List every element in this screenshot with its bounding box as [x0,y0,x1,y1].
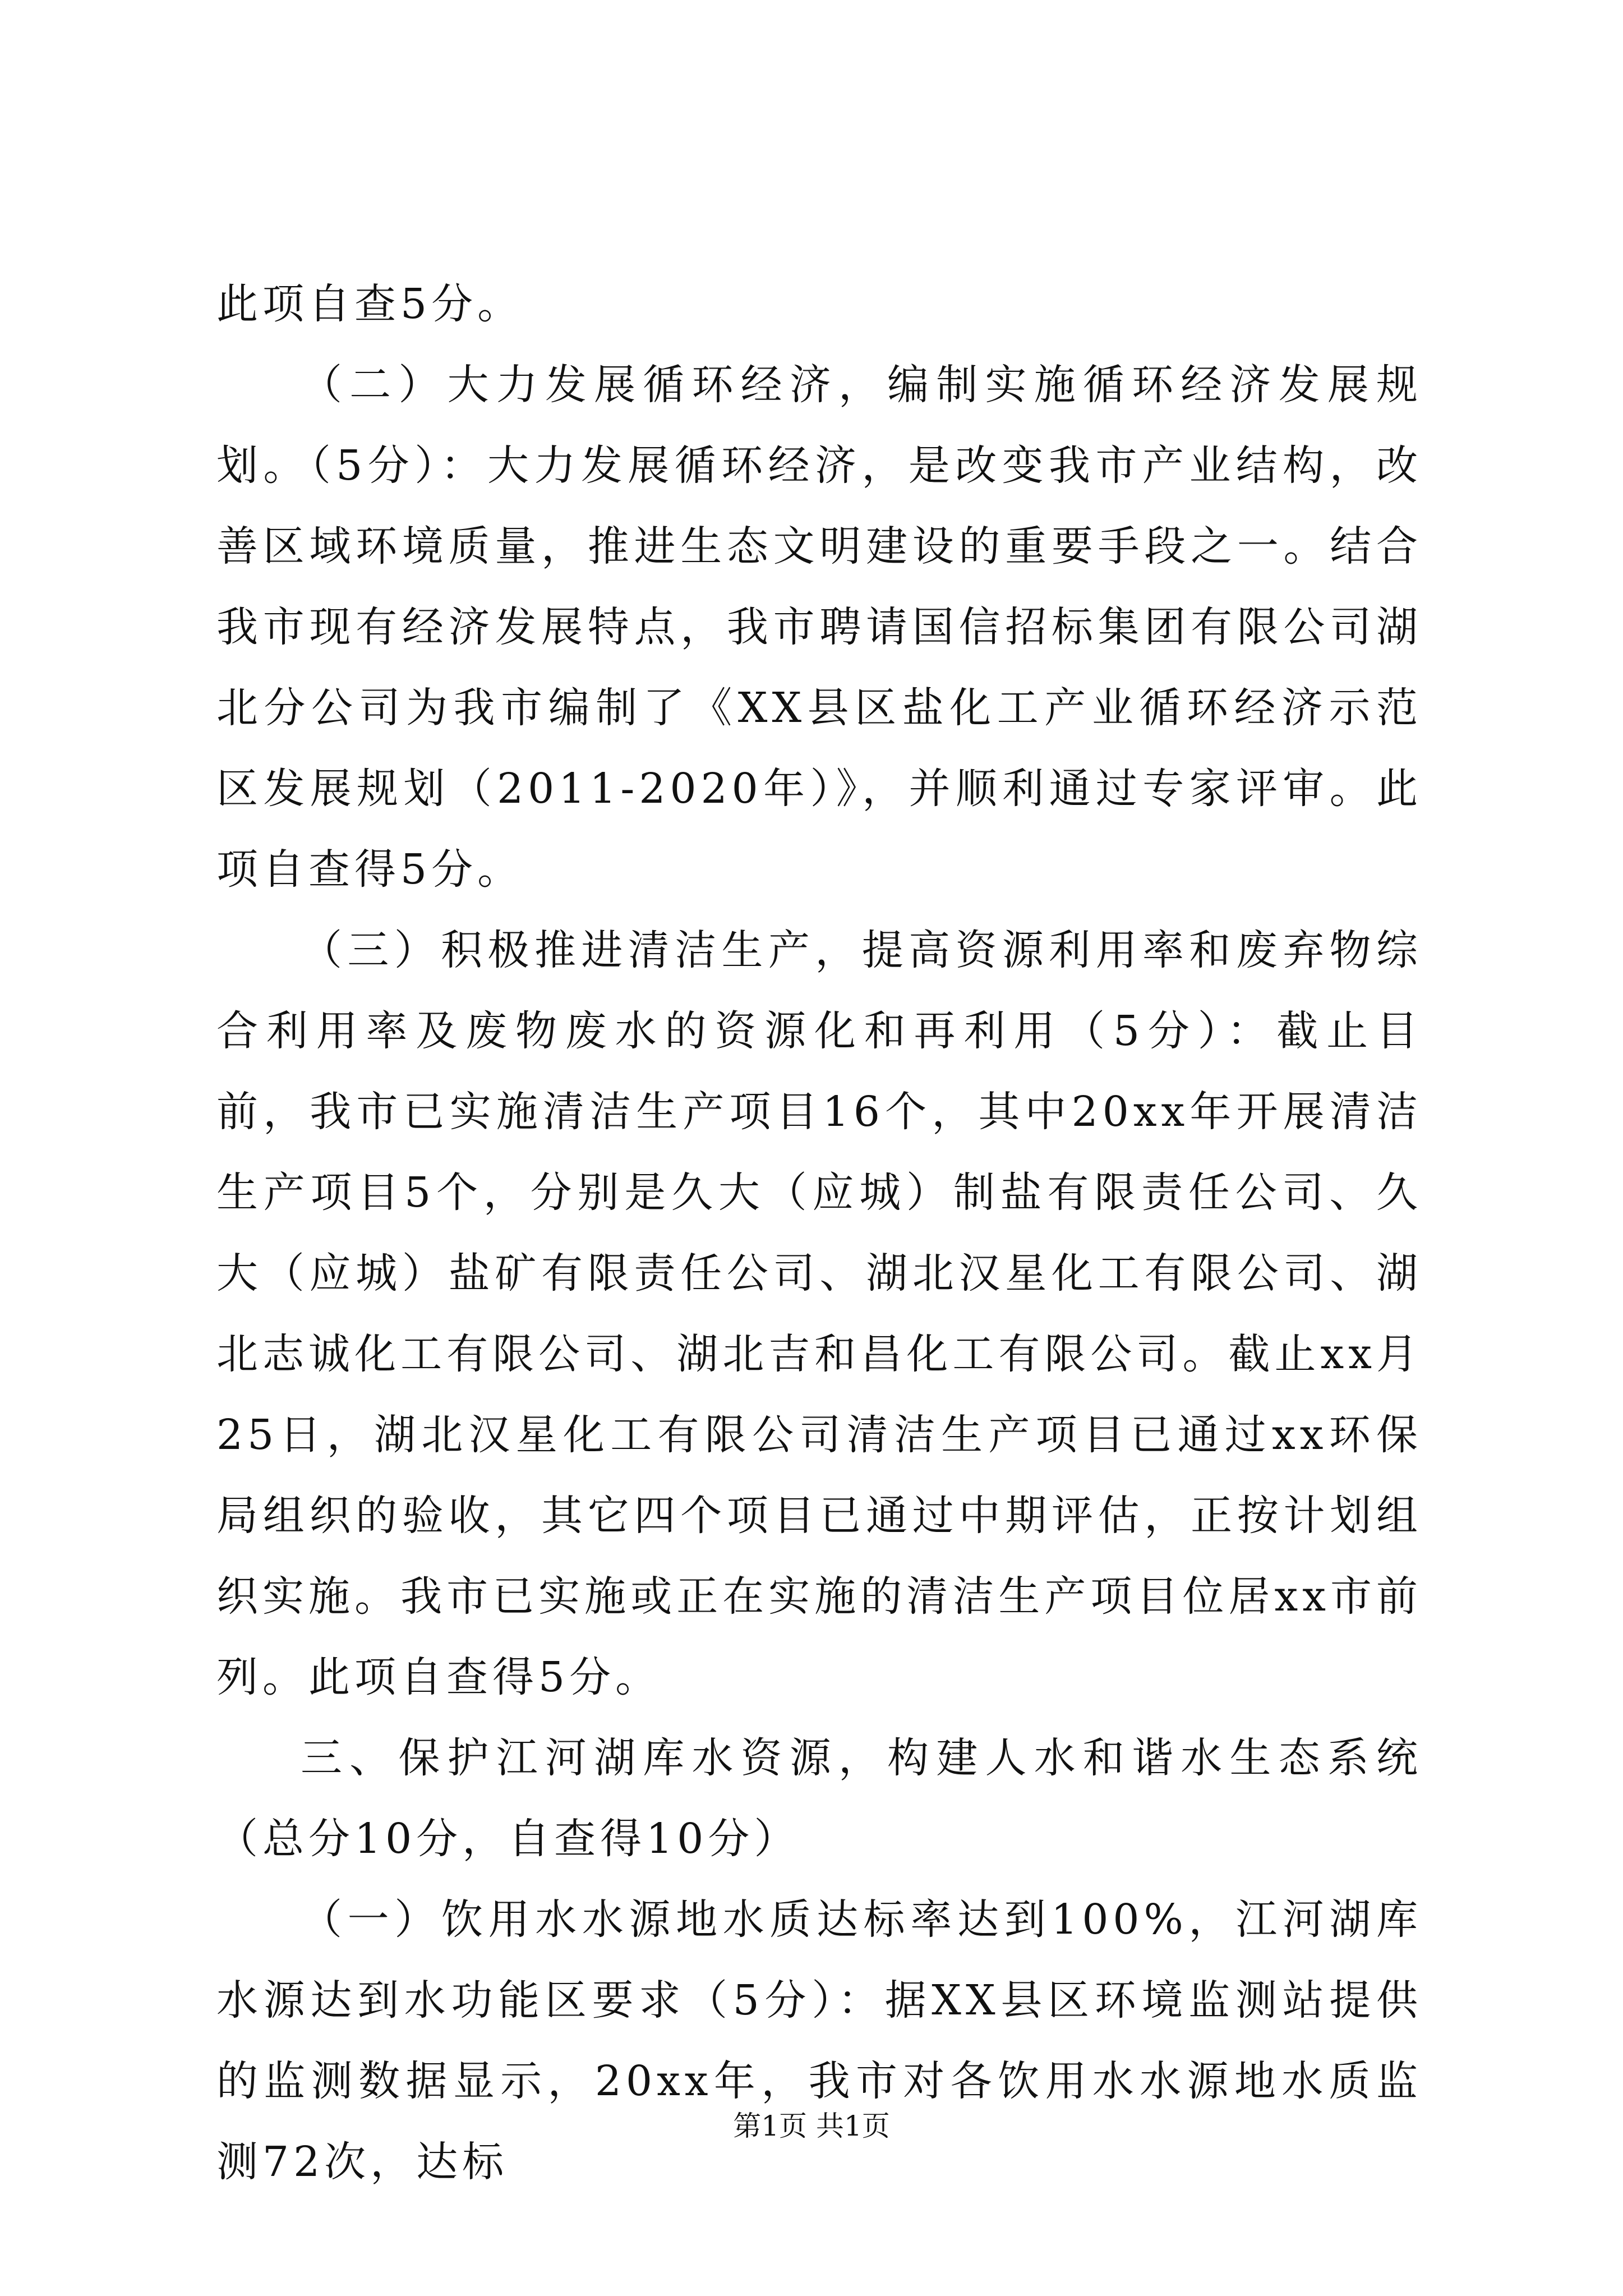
paragraph-continuation: 此项自查5分。 [216,280,524,328]
paragraph-drinking-water: （一）饮用水水源地水质达标率达到100%，江河湖库水源达到水功能区要求（5分）：据XX县区环境监测站提供的监测数据显示，20xx年，我市对各饮用水水源地水质监测72次，达标 [216,1895,1422,2186]
paragraph-clean-production: （三）积极推进清洁生产，提高资源利用率和废弃物综合利用率及废物废水的资源化和再利用（5分）：截止目前，我市已实施清洁生产项目16个，其中20xx年开展清洁生产项目5个，分别是久大（应城）制盐有限责任公司、久大（应城）盐矿有限责任公司、湖北汉星化工有限公司、湖北志诚化工有限公司、湖北吉和昌化工有限公司。截止xx月25日，湖北汉星化工有限公司清洁生产项目已通过xx环保局组织的验收，其它四个项目已通过中期评估，正按计划组织实施。我市已实施或正在实施的清洁生产项目位居xx市前列。此项自查得5分。 [216,926,1422,1701]
document-body [216,264,1422,2202]
section-heading-water-resources: 三、保护江河湖库水资源，构建人水和谐水生态系统（总分10分，自查得10分） [216,1734,1422,1863]
page-footer: 第1页 共1页 [733,2110,890,2142]
paragraph-circular-economy: （二）大力发展循环经济，编制实施循环经济发展规划。（5分）：大力发展循环经济，是改变我市产业结构，改善区域环境质量，推进生态文明建设的重要手段之一。结合我市现有经济发展特点，我市聘请国信招标集团有限公司湖北分公司为我市编制了《XX县区盐化工产业循环经济示范区发展规划（2011-2020年）》，并顺利通过专家评审。此项自查得5分。 [216,361,1422,894]
